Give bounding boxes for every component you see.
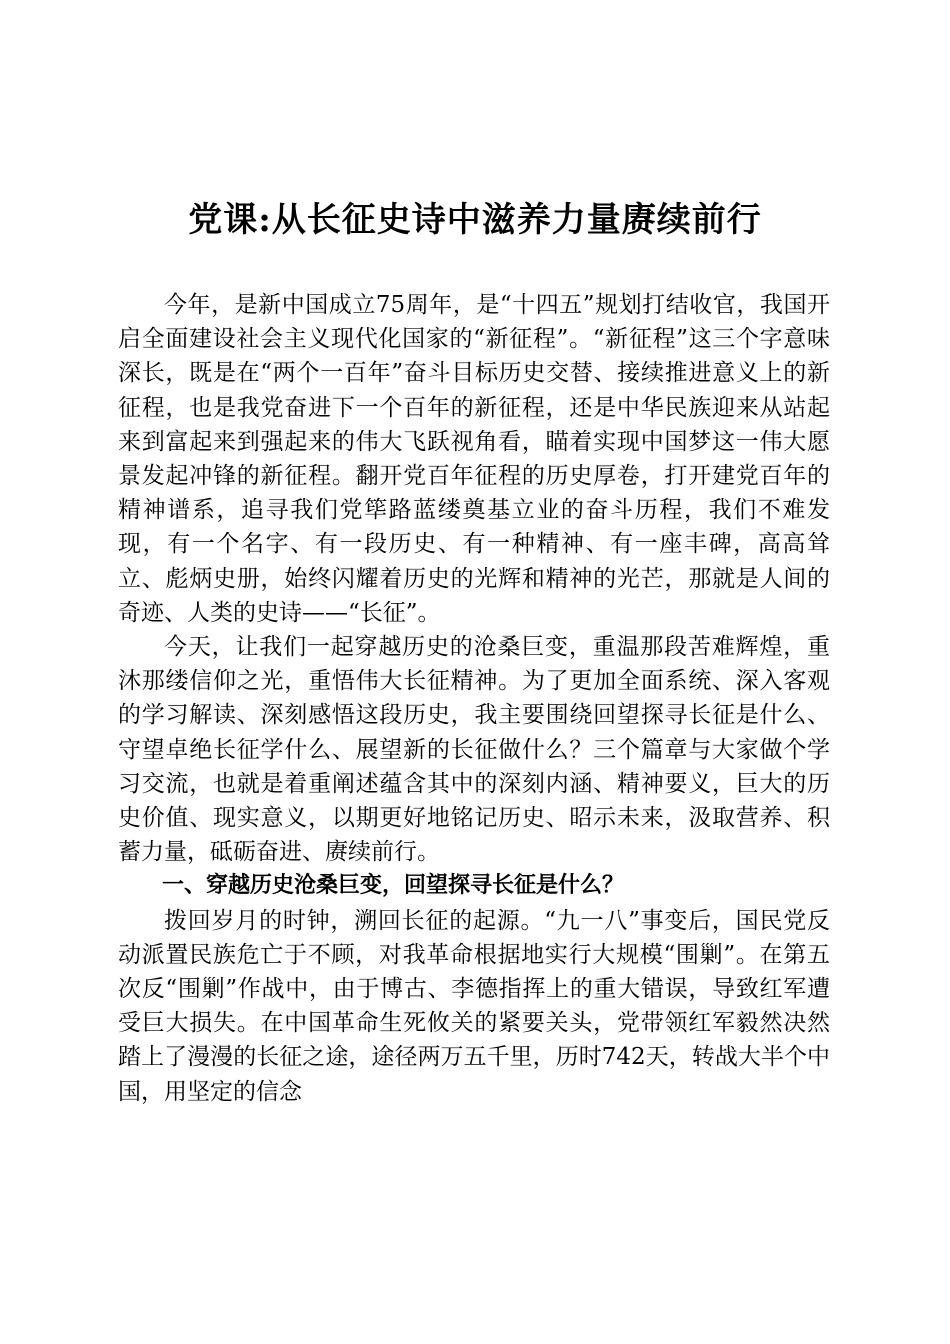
section-heading-1: 一、穿越历史沧桑巨变，回望探寻长征是什么？ <box>162 873 625 899</box>
document-title: 党课:从长征史诗中滋养力量赓续前行 <box>188 200 762 240</box>
paragraph-section-1: 拨回岁月的时钟，溯回长征的起源。“九一八”事变后，国民党反动派置民族危亡于不顾，对我革命根据地实行大规模“围剿”。在第五次反“围剿”作战中，由于博古、李德指挥上的重大错误，导致红军遭受巨大损失。在中国革命生死攸关的紧要关头，党带领红军毅然决然踏上了漫漫的长征之途，途径两万五千里，历时742天，转战大半个中国，用坚定的信念 <box>118 907 830 1105</box>
document-body <box>118 288 830 1109</box>
paragraph-outline: 今天，让我们一起穿越历史的沧桑巨变，重温那段苦难辉煌，重沐那缕信仰之光，重悟伟大长征精神。为了更加全面系统、深入客观的学习解读、深刻感悟这段历史，我主要围绕回望探寻长征是什么、守望卓绝长征学什么、展望新的长征做什么？三个篇章与大家做个学习交流，也就是着重阐述蕴含其中的深刻内涵、精神要义，巨大的历史价值、现实意义，以期更好地铭记历史、昭示未来，汲取营养、积蓄力量，砥砺奋进、赓续前行。 <box>118 634 830 866</box>
paragraph-intro: 今年，是新中国成立75周年，是“十四五”规划打结收官，我国开启全面建设社会主义现代化国家的“新征程”。“新征程”这三个字意味深长，既是在“两个一百年”奋斗目标历史交替、接续推进意义上的新征程，也是我党奋进下一个百年的新征程，还是中华民族迎来从站起来到富起来到强起来的伟大飞跃视角看，瞄着实现中国梦这一伟大愿景发起冲锋的新征程。翻开党百年征程的历史厚卷，打开建党百年的精神谱系，追寻我们党筚路蓝缕奠基立业的奋斗历程，我们不难发现，有一个名字、有一段历史、有一种精神、有一座丰碑，高高耸立、彪炳史册，始终闪耀着历史的光辉和精神的光芒，那就是人间的奇迹、人类的史诗——“长征”。 <box>118 292 830 626</box>
